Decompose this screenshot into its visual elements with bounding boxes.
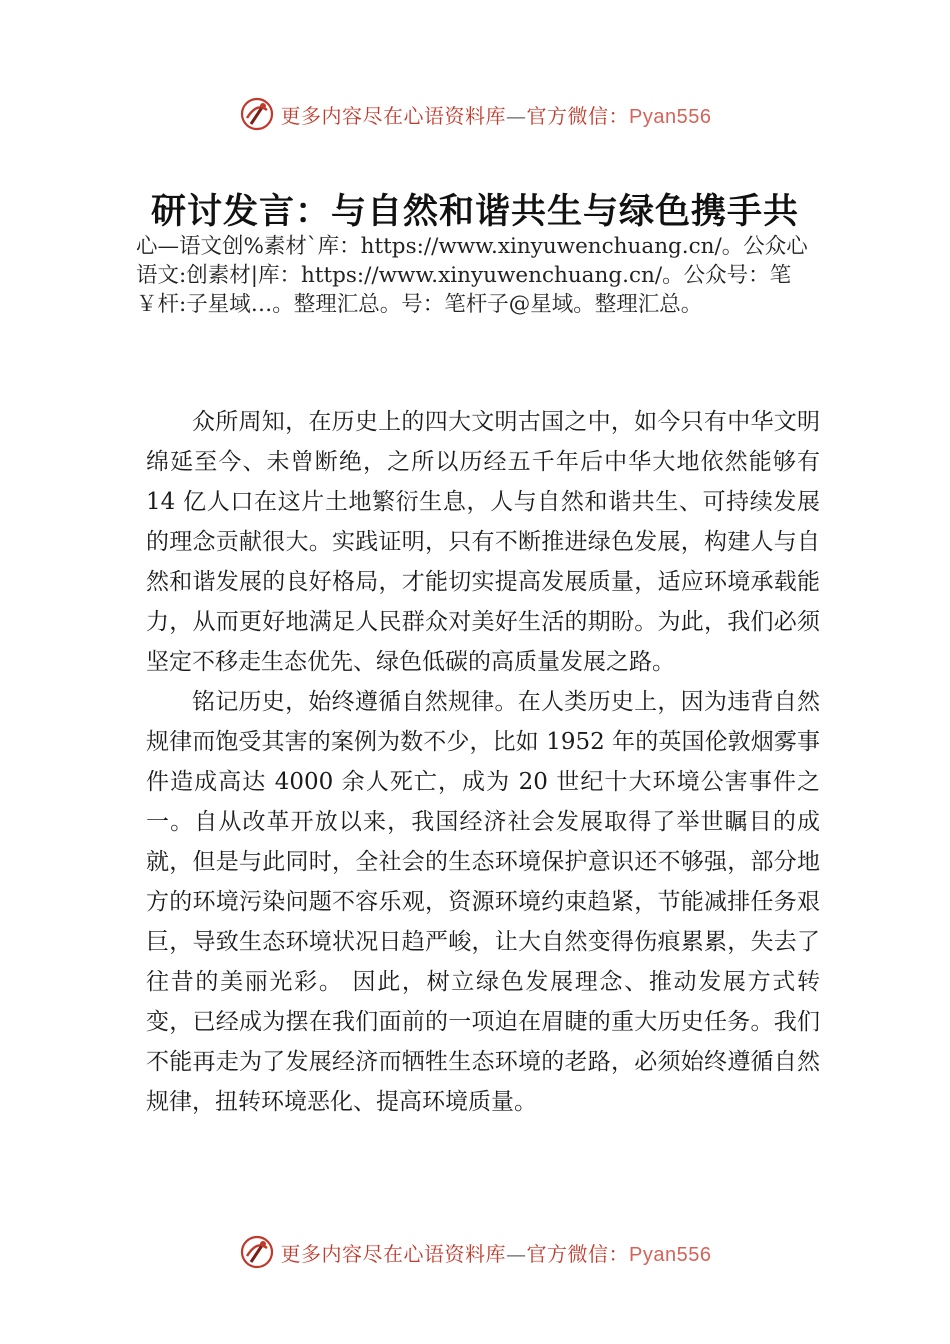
banner-separator: — (506, 1241, 527, 1266)
wechat-id: Pyan556 (629, 105, 712, 128)
paragraph: 众所周知，在历史上的四大文明古国之中，如今只有中华文明绵延至今、未曾断绝，之所以历经五千年后中华大地依然能够有 14 亿人口在这片土地繁衍生息，人与自然和谐共生、可持续发展的理念贡献很大。实践证明，只有不断推进绿色发展，构建人与自然和谐发展的良好格局，才能切实提高发展质量，适应环境承载能力，从而更好地满足人民群众对美好生活的期盼。为此，我们必须坚定不移走生态优先、绿色低碳的高质量发展之路。 (146, 409, 820, 675)
wechat-label: 官方微信： (526, 103, 630, 128)
signpost-logo-icon (239, 1234, 275, 1270)
banner-text: 更多内容尽在心语资料库 (280, 1241, 507, 1266)
signpost-logo-icon (239, 96, 275, 132)
wechat-label: 官方微信： (526, 1241, 630, 1266)
document-body (146, 402, 820, 1122)
header-banner (0, 94, 950, 134)
footer-banner (0, 1232, 950, 1272)
watermark-text: 心—语文创%素材`库：https://www.xinyuwenchuang.cn/。公众心语文:创素材|库：https://www.xinyuwenchuang.cn/。公众号：笔￥杆:子星域…。整理汇总。号：笔杆子@星域。整理汇总。 (136, 234, 808, 317)
paragraph: 铭记历史，始终遵循自然规律。在人类历史上，因为违背自然规律而饱受其害的案例为数不少，比如 1952 年的英国伦敦烟雾事件造成高达 4000 余人死亡，成为 20 世纪十大环境公害事件之一。自从改革开放以来，我国经济社会发展取得了举世瞩目的成就，但是与此同时，全社会的生态环境保护意识还不够强，部分地方的环境污染问题不容乐观，资源环境约束趋紧，节能减排任务艰巨，导致生态环境状况日趋严峻，让大自然变得伤痕累累，失去了往昔的美丽光彩。 因此，树立绿色发展理念、推动发展方式转变，已经成为摆在我们面前的一项迫在眉睫的重大历史任务。我们不能再走为了发展经济而牺牲生态环境的老路，必须始终遵循自然规律，扭转环境恶化、提高环境质量。 (146, 689, 820, 1115)
banner-text: 更多内容尽在心语资料库 (280, 103, 507, 128)
banner-separator: — (506, 103, 527, 128)
document-title: 研讨发言：与自然和谐共生与绿色携手共 (150, 191, 799, 232)
wechat-id: Pyan556 (629, 1243, 712, 1266)
